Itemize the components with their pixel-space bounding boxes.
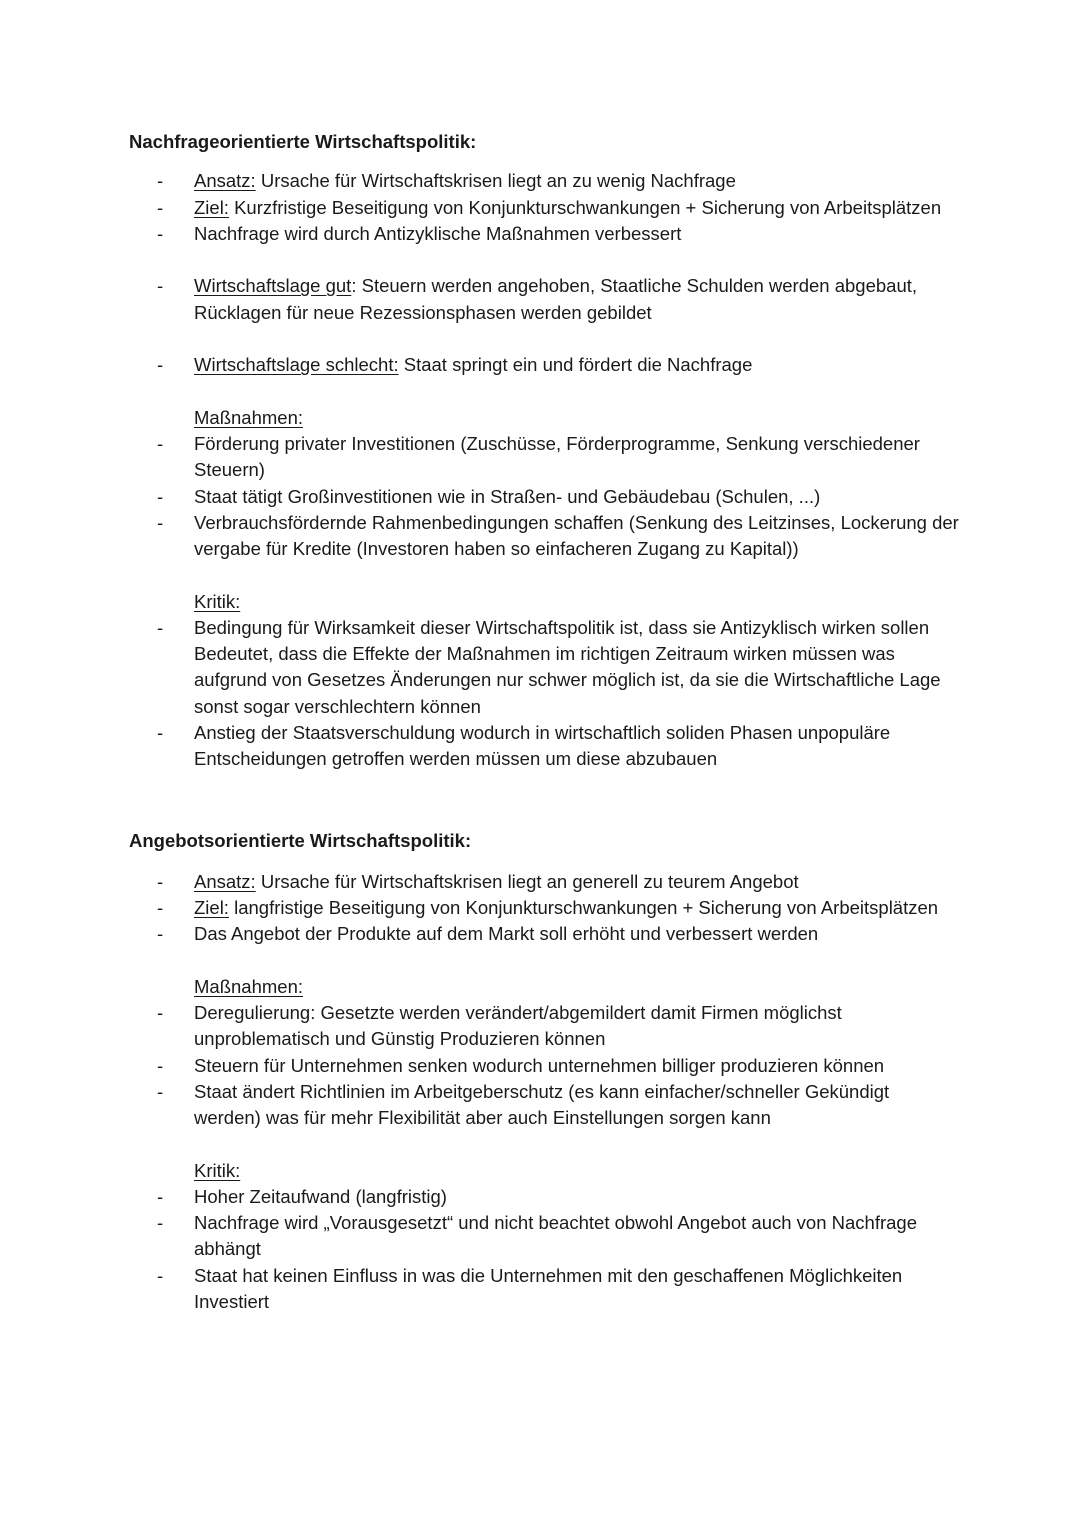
bullet-dash: - (157, 223, 164, 244)
bullet-dash: - (157, 354, 164, 375)
nachfrage-massnahme-line: Steuern) (194, 459, 265, 480)
lage-gut-text: : Steuern werden angehoben, Staatliche Schulden werden abgebaut, (351, 275, 918, 296)
nachfrage-kritik-line: Bedeutet, dass die Effekte der Maßnahmen im richtigen Zeitraum wirken müssen was (194, 643, 895, 664)
massnahmen-label: Maßnahmen: (194, 407, 303, 428)
bullet-dash: - (157, 486, 164, 507)
bullet-dash: - (157, 512, 164, 533)
nachfrage-massnahme-line: Förderung privater Investitionen (Zuschüsse, Förderprogramme, Senkung verschiedener (194, 433, 920, 454)
bullet-dash: - (157, 722, 164, 743)
nachfrage-kritik-line: Anstieg der Staatsverschuldung wodurch in wirtschaftlich soliden Phasen unpopuläre (194, 722, 891, 743)
bullet-dash: - (157, 1265, 164, 1286)
angebot-massnahme-line: Staat ändert Richtlinien im Arbeitgeberschutz (es kann einfacher/schneller Gekündigt (194, 1081, 890, 1102)
angebot-kritik-line: Hoher Zeitaufwand (langfristig) (194, 1186, 447, 1207)
nachfrage-antizyklisch: Nachfrage wird durch Antizyklische Maßnahmen verbessert (194, 223, 682, 244)
angebot-ansatz (194, 869, 799, 895)
lage-gut-label: Wirtschaftslage gut (194, 275, 352, 296)
ziel-label: Ziel: (194, 897, 229, 918)
ansatz-text: Ursache für Wirtschaftskrisen liegt an zu wenig Nachfrage (255, 170, 736, 191)
bullet-dash: - (157, 1212, 164, 1233)
angebot-ziel (194, 895, 938, 921)
bullet-dash: - (157, 871, 164, 892)
section-title-angebot: Angebotsorientierte Wirtschaftspolitik: (129, 830, 472, 851)
bullet-dash: - (157, 617, 164, 638)
bullet-dash: - (157, 197, 164, 218)
nachfrage-kritik-line: Entscheidungen getroffen werden müssen um diese abzubauen (194, 748, 718, 769)
nachfrage-massnahme-line: vergabe für Kredite (Investoren haben so einfacheren Zugang zu Kapital)) (194, 538, 799, 559)
angebot-kritik-line: abhängt (194, 1238, 261, 1259)
nachfrage-ziel (194, 195, 941, 221)
ziel-text: langfristige Beseitigung von Konjunkturschwankungen + Sicherung von Arbeitsplätzen (228, 897, 939, 918)
bullet-dash: - (157, 170, 164, 191)
nachfrage-massnahme-line: Verbrauchsfördernde Rahmenbedingungen schaffen (Senkung des Leitzinses, Lockerung der (194, 512, 959, 533)
bullet-dash: - (157, 897, 164, 918)
section-title-nachfrage: Nachfrageorientierte Wirtschaftspolitik: (129, 131, 477, 152)
angebot-produkte: Das Angebot der Produkte auf dem Markt soll erhöht und verbessert werden (194, 923, 819, 944)
nachfrage-kritik-line: Bedingung für Wirksamkeit dieser Wirtschaftspolitik ist, dass sie Antizyklisch wirken sollen (194, 617, 930, 638)
massnahmen-label: Maßnahmen: (194, 976, 303, 997)
angebot-massnahme-line: unproblematisch und Günstig Produzieren können (194, 1028, 606, 1049)
ansatz-label: Ansatz: (194, 170, 256, 191)
nachfrage-kritik-line: sonst sogar verschlechtern können (194, 696, 481, 717)
nachfrage-kritik-line: aufgrund von Gesetzes Änderungen nur schwer möglich ist, da sie die Wirtschaftliche Lage (194, 669, 941, 690)
lage-gut-cont: Rücklagen für neue Rezessionsphasen werden gebildet (194, 302, 652, 323)
nachfrage-ansatz (194, 168, 736, 194)
angebot-massnahme-line: Deregulierung: Gesetzte werden verändert/abgemildert damit Firmen möglichst (194, 1002, 842, 1023)
lage-schlecht-label: Wirtschaftslage schlecht: (194, 354, 399, 375)
ziel-text: Kurzfristige Beseitigung von Konjunkturschwankungen + Sicherung von Arbeitsplätzen (228, 197, 942, 218)
bullet-dash: - (157, 275, 164, 296)
angebot-massnahme-line: Steuern für Unternehmen senken wodurch unternehmen billiger produzieren können (194, 1055, 885, 1076)
bullet-dash: - (157, 1081, 164, 1102)
angebot-kritik-line: Investiert (194, 1291, 270, 1312)
ansatz-text: Ursache für Wirtschaftskrisen liegt an generell zu teurem Angebot (255, 871, 799, 892)
bullet-dash: - (157, 1055, 164, 1076)
bullet-dash: - (157, 923, 164, 944)
angebot-massnahme-line: werden) was für mehr Flexibilität aber auch Einstellungen sorgen kann (194, 1107, 771, 1128)
nachfrage-massnahme-line: Staat tätigt Großinvestitionen wie in Straßen- und Gebäudebau (Schulen, ...) (194, 486, 821, 507)
bullet-dash: - (157, 433, 164, 454)
angebot-kritik-line: Staat hat keinen Einfluss in was die Unternehmen mit den geschaffenen Möglichkeiten (194, 1265, 903, 1286)
ziel-label: Ziel: (194, 197, 229, 218)
kritik-label: Kritik: (194, 1160, 241, 1181)
bullet-dash: - (157, 1186, 164, 1207)
lage-schlecht-text: Staat springt ein und fördert die Nachfrage (398, 354, 753, 375)
lage-schlecht (194, 352, 752, 378)
bullet-dash: - (157, 1002, 164, 1023)
ansatz-label: Ansatz: (194, 871, 256, 892)
angebot-kritik-line: Nachfrage wird „Vorausgesetzt“ und nicht beachtet obwohl Angebot auch von Nachfrage (194, 1212, 917, 1233)
lage-gut (194, 273, 917, 299)
kritik-label: Kritik: (194, 591, 241, 612)
